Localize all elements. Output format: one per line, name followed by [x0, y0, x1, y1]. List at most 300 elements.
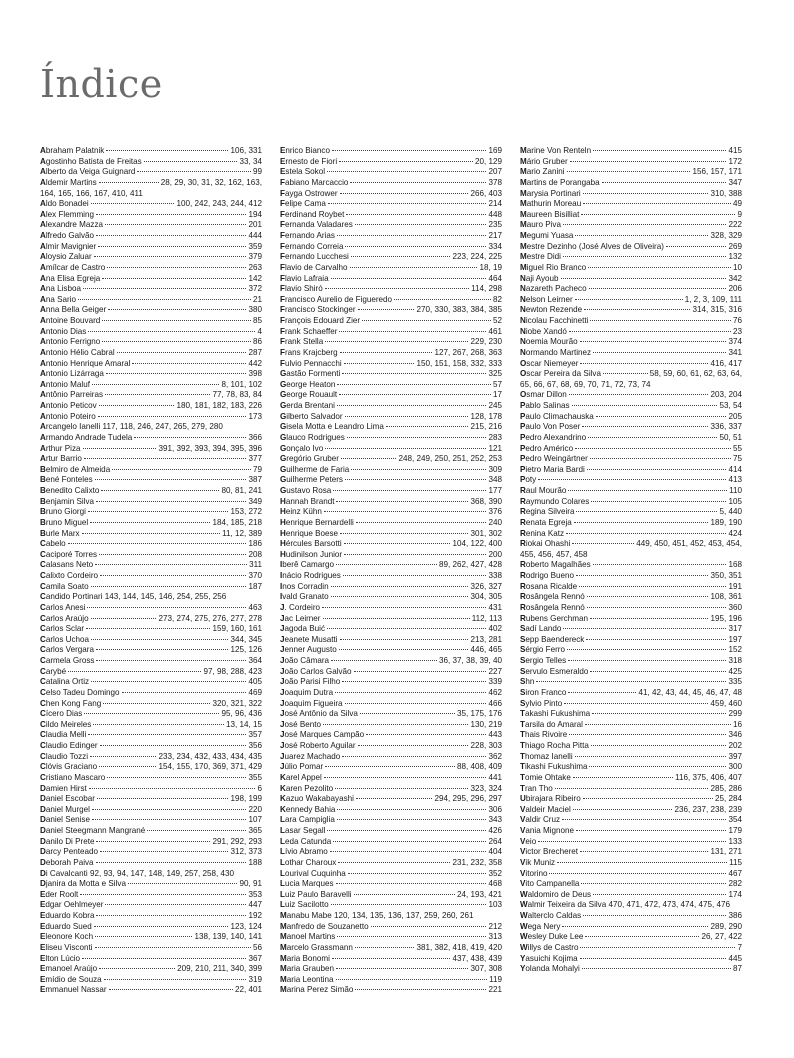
index-entry	[520, 805, 742, 816]
page-numbers: 20, 129	[474, 156, 502, 166]
dot-leader	[593, 564, 727, 565]
dot-leader	[325, 766, 455, 767]
dot-leader	[80, 894, 246, 895]
dot-leader	[569, 734, 726, 735]
page-numbers: 97, 98, 288, 423	[203, 666, 262, 676]
index-entry	[40, 741, 262, 752]
page-numbers: 335	[728, 677, 742, 687]
index-entry	[520, 603, 742, 614]
dot-leader	[324, 777, 487, 778]
artist-name: Danilo Di Prete	[40, 836, 95, 846]
dot-leader	[337, 819, 487, 820]
artist-name: Siron Franco	[520, 687, 567, 697]
page-numbers: 172	[728, 156, 742, 166]
index-entry	[280, 433, 502, 444]
page-numbers: 203, 204	[710, 390, 742, 400]
dot-leader	[99, 405, 175, 406]
index-entry	[40, 274, 262, 285]
index-entry	[520, 475, 742, 486]
dot-leader	[92, 384, 220, 385]
page-numbers: 4	[257, 326, 262, 336]
dot-leader	[344, 363, 415, 364]
dot-leader	[344, 554, 486, 555]
page-numbers: 442	[248, 358, 262, 368]
dot-leader	[92, 809, 247, 810]
index-entry	[40, 964, 262, 975]
artist-name: Manoel Martins	[280, 932, 336, 942]
dot-leader	[83, 288, 247, 289]
page-numbers: 364	[248, 656, 262, 665]
dot-leader	[394, 299, 491, 300]
dot-leader	[147, 830, 246, 831]
dot-leader	[567, 171, 691, 172]
artist-name: Hércules Barsotti	[280, 539, 342, 549]
index-entry	[280, 699, 502, 710]
page-numbers: 106, 331	[230, 146, 262, 155]
page-numbers: 24, 193, 421	[456, 889, 502, 899]
index-entry	[520, 242, 742, 253]
index-entry	[40, 518, 262, 529]
dot-leader	[340, 533, 468, 534]
artist-name: Artur Barrio	[40, 454, 82, 464]
index-entry	[40, 486, 262, 497]
artist-name: Henrique Boese	[280, 528, 339, 538]
artist-name: Vik Muniz	[520, 857, 556, 867]
artist-name: Eder Roolt	[40, 889, 79, 899]
dot-leader	[108, 309, 246, 310]
page-numbers: 376	[488, 507, 502, 517]
page-numbers: 348	[488, 475, 502, 485]
artist-name: Bené Fonteles	[40, 475, 93, 485]
dot-leader	[575, 299, 683, 300]
dot-leader	[99, 766, 156, 767]
page-numbers: 95, 96, 436	[221, 709, 262, 719]
artist-name: José Bento	[280, 719, 321, 729]
index-entry	[280, 794, 502, 805]
dot-leader	[581, 883, 726, 884]
index-entry	[280, 454, 502, 465]
index-entry	[520, 465, 742, 476]
dot-leader	[572, 405, 718, 406]
dot-leader	[570, 161, 727, 162]
artist-name: Maria Grauben	[280, 964, 334, 974]
index-entry-continuation: 164, 165, 166, 167, 410, 411	[40, 188, 143, 198]
dot-leader	[89, 788, 256, 789]
index-entry	[40, 327, 262, 338]
index-entry	[280, 741, 502, 752]
page-numbers: 197	[728, 634, 742, 644]
artist-name: Antonio Peticov	[40, 401, 97, 410]
page-numbers: 49	[732, 199, 742, 209]
artist-name: Thiago Rocha Pitta	[520, 741, 589, 750]
page-numbers: 7	[737, 942, 742, 952]
index-entry	[520, 614, 742, 625]
index-entry	[280, 390, 502, 401]
artist-name: Enrico Bianco	[280, 146, 330, 155]
artist-name: Pablo Salinas	[520, 401, 570, 410]
dot-leader	[336, 501, 468, 502]
index-entry	[280, 869, 502, 880]
page-numbers: 342	[728, 273, 742, 283]
page-numbers: 312, 373	[230, 847, 262, 857]
page-numbers: 461	[488, 326, 502, 336]
index-entry	[280, 529, 502, 540]
dot-leader	[582, 426, 708, 427]
dot-leader	[557, 862, 727, 863]
page-numbers: 192	[248, 911, 262, 920]
page-numbers: 314, 315, 316	[692, 305, 742, 315]
page-numbers: 229, 230	[470, 337, 502, 347]
dot-leader	[593, 894, 726, 895]
artist-name: Marcelo Grassmann	[280, 942, 353, 952]
page-numbers: 350, 351	[710, 571, 742, 580]
artist-name: Daniel Senise	[40, 815, 90, 825]
index-entry	[40, 911, 262, 922]
index-entry	[40, 199, 262, 210]
dot-leader	[336, 564, 437, 565]
dot-leader	[341, 458, 397, 459]
dot-leader	[82, 533, 221, 534]
dot-leader	[342, 756, 486, 757]
page-numbers: 289, 290	[710, 921, 742, 931]
artist-name: Frans Krajcberg	[280, 347, 338, 357]
page-numbers: 413	[728, 475, 742, 485]
index-entry	[280, 348, 502, 359]
index-entry	[40, 699, 262, 710]
page-numbers: 77, 78, 83, 84	[212, 390, 262, 400]
artist-name: Benjamin Silva	[40, 496, 94, 506]
page-numbers: 57	[492, 379, 502, 389]
artist-name: Belmiro de Almeida	[40, 464, 111, 474]
dot-leader	[345, 416, 469, 417]
page-numbers: 132	[728, 252, 742, 262]
artist-name: Nelson Leirner	[520, 294, 573, 304]
dot-leader	[102, 278, 246, 279]
index-entry	[280, 518, 502, 529]
dot-leader	[588, 437, 717, 438]
artist-name: Renata Egreja	[520, 517, 572, 527]
index-entry	[40, 614, 262, 625]
artist-name: Martins de Porangaba	[520, 177, 600, 187]
index-entry	[280, 167, 502, 178]
page-numbers: 304, 305	[470, 592, 502, 602]
page-numbers: 313	[488, 932, 502, 942]
artist-name: Eduardo Kobra	[40, 911, 95, 920]
page-numbers: 449, 450, 451, 452, 453, 454,	[636, 539, 742, 549]
dot-leader	[580, 947, 735, 948]
index-entry	[280, 720, 502, 731]
index-entry	[280, 645, 502, 656]
dot-leader	[337, 384, 491, 385]
dot-leader	[555, 788, 709, 789]
page-numbers: 374	[728, 337, 742, 347]
page-numbers: 75	[732, 454, 742, 464]
artist-name: Oscar Pereira da Silva	[520, 369, 601, 379]
artist-name: Riokai Ohashi	[520, 539, 571, 549]
artist-name: Rosângela Rennó	[520, 592, 585, 602]
artist-name: Juarez Machado	[280, 751, 341, 761]
index-entry	[40, 550, 262, 561]
artist-name: Joaquim Dutra	[280, 687, 334, 697]
page-numbers: 188	[248, 857, 262, 867]
artist-name: Vania Mignone	[520, 826, 575, 835]
dot-leader	[107, 267, 246, 268]
page-numbers: 150, 151, 158, 332, 333	[416, 358, 502, 368]
artist-name: Manabu Mabe 120, 134, 135, 136, 137, 259, 260, 261	[280, 911, 474, 920]
dot-leader	[332, 150, 487, 151]
index-entry	[280, 220, 502, 231]
page-numbers: 236, 237, 238, 239	[674, 804, 742, 814]
dot-leader	[582, 968, 731, 969]
artist-name: Amílcar de Castro	[40, 262, 106, 272]
dot-leader	[327, 830, 486, 831]
index-entry	[40, 422, 262, 433]
index-entry	[520, 645, 742, 656]
page-numbers: 100, 242, 243, 244, 412	[176, 199, 262, 209]
page-numbers: 381, 382, 418, 419, 420	[416, 942, 502, 952]
artist-name: Walmir Teixeira da Silva 470, 471, 472, 473, 474, 475, 476	[520, 900, 730, 910]
artist-name: Bruno Miguel	[40, 517, 89, 527]
index-entry	[520, 518, 742, 529]
artist-name: Rosana Ricalde	[520, 581, 578, 591]
index-entry	[40, 571, 262, 582]
page-numbers: 217	[488, 231, 502, 240]
dot-leader	[336, 979, 488, 980]
page-numbers: 441	[488, 772, 502, 782]
page-numbers: 372	[248, 284, 262, 294]
dot-leader	[86, 628, 210, 629]
artist-name: Cícero Dias	[40, 709, 83, 719]
page-numbers: 159, 160, 161	[212, 624, 262, 634]
page-numbers: 320, 321, 322	[212, 698, 262, 708]
dot-leader	[100, 575, 246, 576]
index-entry	[40, 284, 262, 295]
index-entry	[40, 752, 262, 763]
page-numbers: 341	[728, 347, 742, 357]
artist-name: Joaquim Figueira	[280, 698, 343, 708]
dot-leader	[332, 958, 451, 959]
page-numbers: 397	[728, 751, 742, 761]
dot-leader	[328, 203, 487, 204]
artist-name: Rodrigo Bueno	[520, 571, 575, 580]
dot-leader	[99, 182, 159, 183]
index-entry	[520, 560, 742, 571]
page-numbers: 168	[728, 560, 742, 570]
index-entry	[280, 412, 502, 423]
artist-name: Jeanete Musatti	[280, 634, 338, 644]
page-numbers: 347	[728, 177, 742, 187]
dot-leader	[345, 246, 486, 247]
artist-name: Maria Bonomi	[280, 953, 330, 963]
index-entry	[40, 167, 262, 178]
artist-name: Armando Andrade Tudela	[40, 432, 133, 442]
artist-name: Damien Hirst	[40, 783, 87, 793]
artist-name: Sepp Baendereck	[520, 634, 585, 644]
index-entry	[520, 178, 742, 189]
page-numbers: 380	[248, 305, 262, 315]
index-entry	[520, 454, 742, 465]
page-numbers: 194	[248, 209, 262, 219]
artist-name: Emmanuel Nassar	[40, 985, 107, 995]
index-entry	[280, 815, 502, 826]
artist-name: Nicolau Facchinetti	[520, 316, 589, 325]
artist-name: Francisco Stockinger	[280, 305, 356, 315]
dot-leader	[88, 331, 255, 332]
dot-leader	[569, 331, 731, 332]
dot-leader	[538, 841, 726, 842]
dot-leader	[590, 618, 709, 619]
dot-leader	[344, 543, 451, 544]
page-numbers: 89, 262, 427, 428	[438, 560, 502, 570]
page-numbers: 104, 122, 400	[452, 539, 502, 549]
index-entry	[520, 157, 742, 168]
dot-leader	[568, 660, 726, 661]
page-numbers: 76	[732, 316, 742, 325]
dot-leader	[99, 968, 175, 969]
page-numbers: 386	[728, 911, 742, 920]
artist-name: Sergio Telles	[520, 656, 567, 665]
artist-name: Takashi Fukushima	[520, 709, 591, 719]
page-numbers: 17	[492, 390, 502, 400]
index-entry	[520, 348, 742, 359]
index-entry	[40, 316, 262, 327]
index-entry	[280, 178, 502, 189]
dot-leader	[95, 479, 247, 480]
page-numbers: 283	[488, 432, 502, 442]
dot-leader	[354, 894, 455, 895]
dot-leader	[355, 989, 486, 990]
dot-leader	[386, 426, 469, 427]
artist-name: Cildo Meireles	[40, 719, 92, 729]
index-entry	[520, 826, 742, 837]
index-entry	[280, 826, 502, 837]
dot-leader	[549, 873, 726, 874]
artist-name: Ivald Granato	[280, 592, 329, 602]
index-entry	[520, 922, 742, 933]
page-numbers: 121	[488, 443, 502, 453]
index-entry	[280, 316, 502, 327]
index-entry	[280, 146, 502, 157]
page-numbers: 82	[492, 294, 502, 304]
dot-leader	[591, 745, 727, 746]
index-entry	[520, 433, 742, 444]
index-entry	[280, 199, 502, 210]
dot-leader	[355, 947, 415, 948]
page-numbers: 195, 196	[710, 613, 742, 623]
artist-name: Pietro Maria Bardi	[520, 464, 585, 474]
index-entry	[40, 847, 262, 858]
artist-name: Estela Sokol	[280, 167, 325, 177]
page-numbers: 425	[728, 666, 742, 676]
dot-leader	[589, 766, 726, 767]
page-numbers: 142	[248, 273, 262, 283]
page-numbers: 366	[248, 432, 262, 442]
index-entry	[280, 858, 502, 869]
artist-name: Valdir Cruz	[520, 815, 561, 825]
dot-leader	[351, 469, 486, 470]
artist-name: Alexandre Mazza	[40, 220, 103, 230]
index-entry	[40, 932, 262, 943]
artist-name: Rosângela Rennó	[520, 602, 585, 612]
page-numbers: 112, 113	[471, 613, 502, 623]
page-numbers: 212	[488, 921, 502, 931]
page-numbers: 5, 440	[719, 507, 742, 517]
index-entry	[520, 932, 742, 943]
dot-leader	[350, 182, 486, 183]
page-numbers: 301, 302	[470, 528, 502, 538]
artist-name: Alberto da Veiga Guignard	[40, 167, 136, 177]
index-entry	[520, 199, 742, 210]
page-numbers: 200	[488, 549, 502, 559]
artist-name: Mathurin Moreau	[520, 199, 582, 209]
dot-leader	[90, 756, 156, 757]
index-entry	[40, 401, 262, 412]
page-numbers: 215, 216	[470, 422, 502, 432]
index-entry	[40, 869, 262, 880]
index-entry	[280, 465, 502, 476]
artist-name: Antoine Bouvard	[40, 316, 101, 325]
dot-leader	[325, 288, 469, 289]
dot-leader	[573, 809, 673, 810]
artist-name: Roberto Magalhães	[520, 560, 591, 570]
dot-leader	[568, 692, 636, 693]
page-numbers: 328, 329	[710, 231, 742, 240]
dot-leader	[583, 193, 709, 194]
dot-leader	[82, 958, 246, 959]
index-entry	[520, 943, 742, 954]
artist-name: Clóvis Graciano	[40, 762, 98, 772]
page-numbers: 344, 345	[230, 634, 262, 644]
index-entry	[520, 231, 742, 242]
page-numbers: 462	[488, 687, 502, 697]
page-numbers: 41, 42, 43, 44, 45, 46, 47, 48	[638, 687, 742, 697]
artist-name: Emídio de Souza	[40, 974, 102, 984]
index-entry	[40, 210, 262, 221]
artist-name: Cabelo	[40, 539, 66, 549]
dot-leader	[331, 904, 487, 905]
index-entry	[280, 263, 502, 274]
dot-leader	[337, 936, 486, 937]
artist-name: Djanira da Motta e Silva	[40, 879, 126, 889]
index-entry	[520, 784, 742, 795]
dot-leader	[84, 713, 219, 714]
index-entry	[40, 730, 262, 741]
page-numbers: 213, 281	[470, 634, 502, 644]
index-entry	[520, 911, 742, 922]
index-entry	[280, 560, 502, 571]
index-entry	[40, 444, 262, 455]
artist-name: Fabiano Marcaccio	[280, 177, 349, 187]
artist-name: José Antônio da Silva	[280, 709, 358, 719]
index-entry	[280, 475, 502, 486]
artist-name: Newton Rezende	[520, 305, 583, 315]
artist-name: Pedro Weingärtner	[520, 454, 588, 464]
artist-name: José Roberto Aguilar	[280, 741, 356, 750]
page-numbers: 22, 401	[234, 985, 262, 995]
page-numbers: 154, 155, 170, 369, 371, 429	[158, 762, 262, 772]
dot-leader	[366, 734, 486, 735]
artist-name: Frank Stella	[280, 337, 324, 347]
page-numbers: 99	[252, 167, 262, 177]
index-entry	[40, 645, 262, 656]
dot-leader	[343, 575, 487, 576]
artist-name: Lara Campiglia	[280, 815, 335, 825]
index-entry	[40, 369, 262, 380]
artist-name: Calasans Neto	[40, 560, 94, 570]
page-numbers: 463	[248, 602, 262, 612]
dot-leader	[567, 649, 726, 650]
index-entry	[40, 592, 262, 603]
